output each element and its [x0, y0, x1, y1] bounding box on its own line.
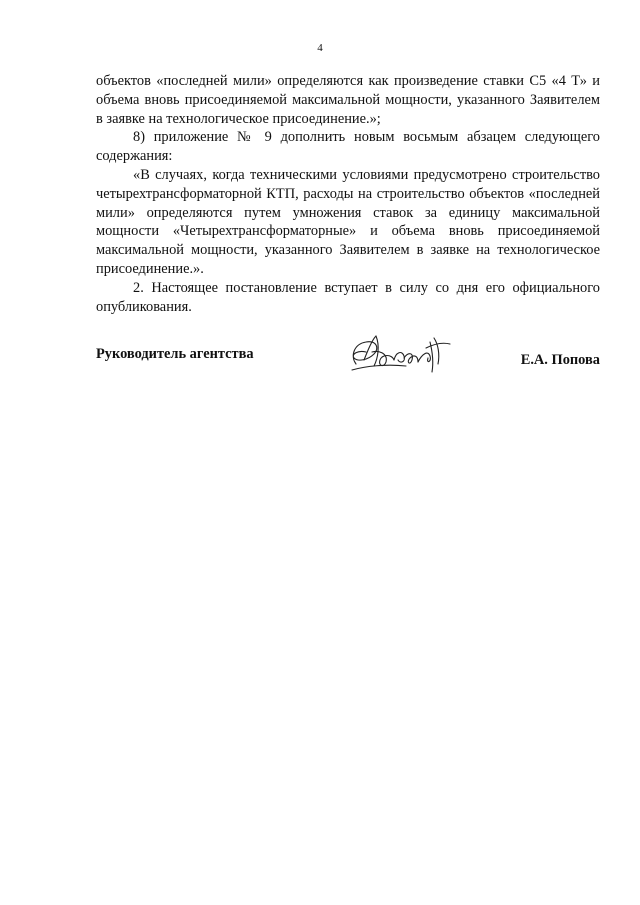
paragraph-item-8: 8) приложение № 9 дополнить новым восьмым абзацем следующего содержания:: [96, 129, 600, 165]
page-number: 4: [317, 42, 323, 54]
signatory-title: Руководитель агентства: [96, 346, 254, 362]
paragraph-effective-date: 2. Настоящее постановление вступает в силу со дня его официального опубликования.: [96, 279, 600, 315]
paragraph-quote: «В случаях, когда техническими условиями предусмотрено строительство четырехтрансформаторной КТП, расходы на строительство объектов «последней мили» определяются путем умножения ставок за единицу максимальной мощности «Четырехтрансформаторные» и объема вновь присоединяемой максимальной мощности, указанного Заявителем в заявке на технологическое присоединение.».: [96, 166, 600, 277]
paragraph-continuation: объектов «последней мили» определяются как произведение ставки С5 «4 Т» и объема вновь присоединяемой максимальной мощности, указанного Заявителем в заявке на технологическое присоединение.»;: [96, 73, 600, 127]
document-body: [96, 72, 600, 316]
handwritten-signature-icon: [346, 330, 458, 378]
signature-block: [96, 336, 600, 386]
signatory-name: Е.А. Попова: [520, 352, 600, 368]
